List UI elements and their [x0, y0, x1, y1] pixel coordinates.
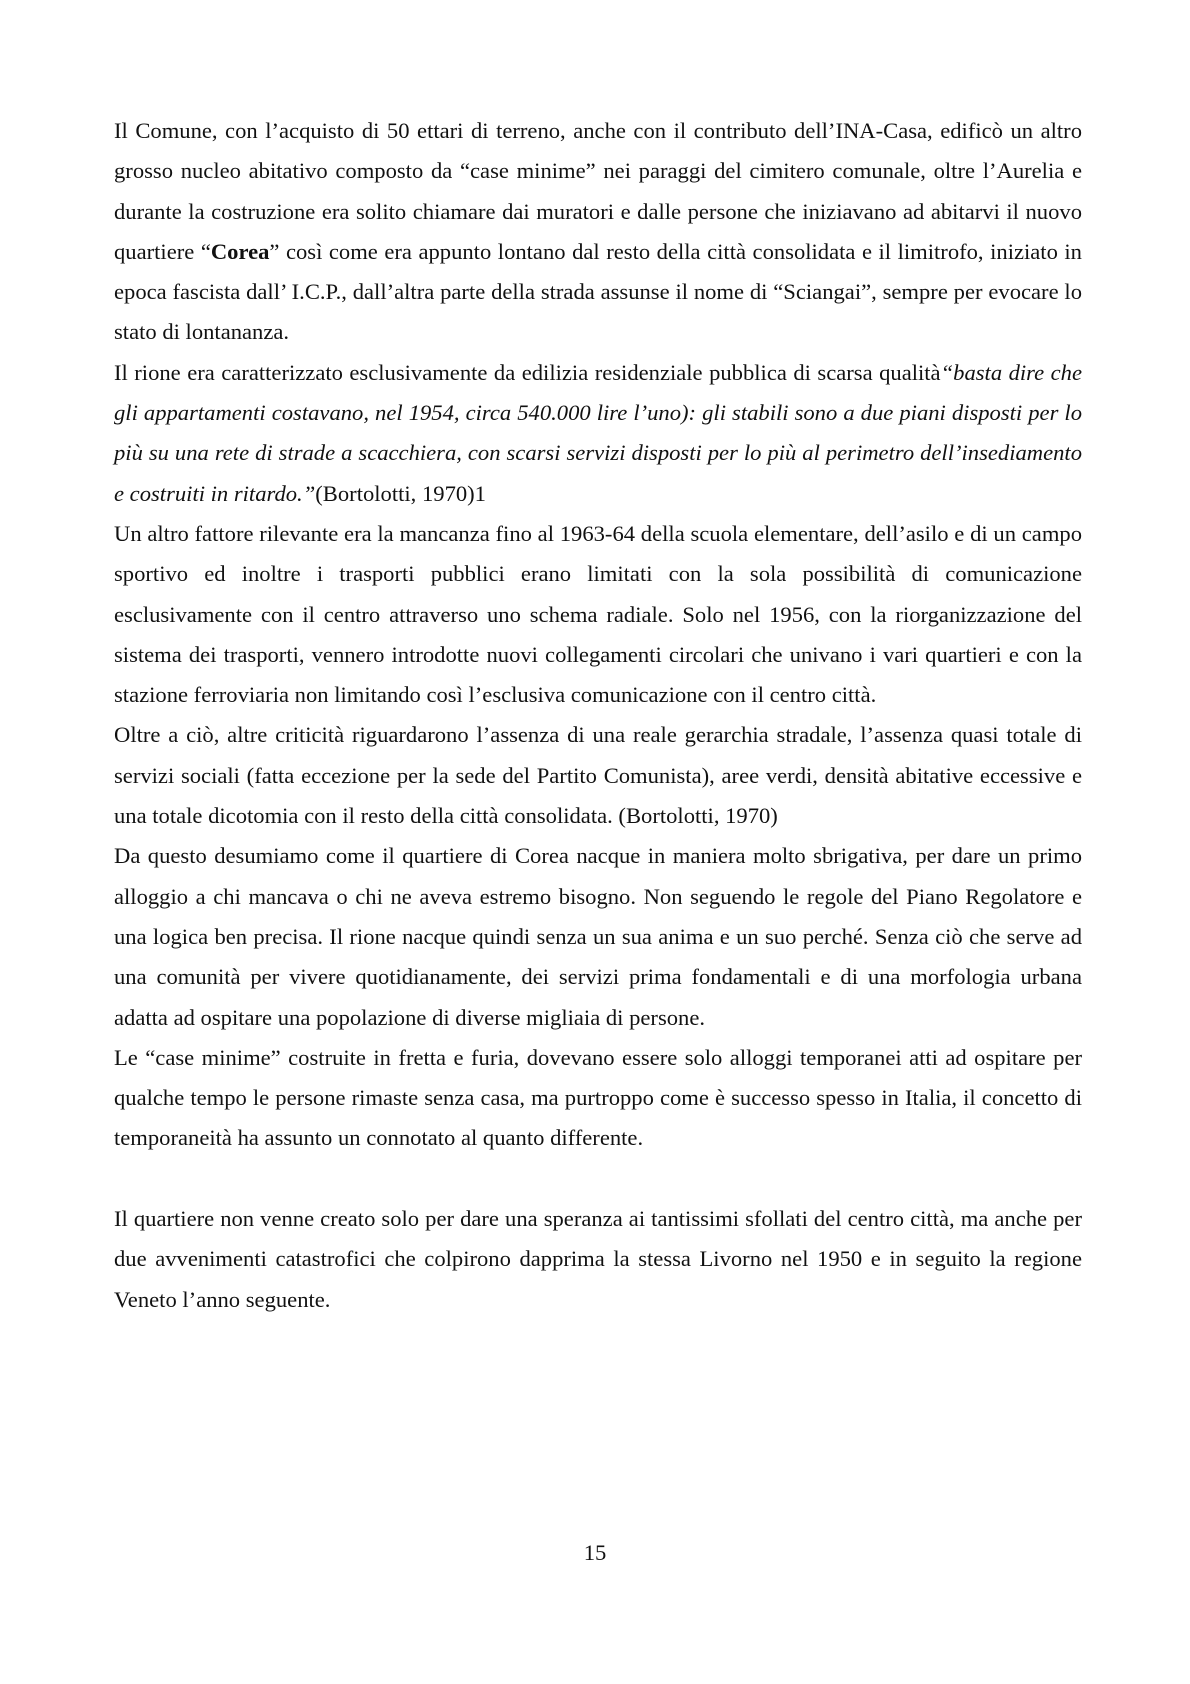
paragraph-text-segment: Oltre a ciò, altre criticità riguardarono l’assenza di una reale gerarchia stradale, l’assenza quasi totale di servizi sociali (fatta eccezione per la sede del Partito Comunista), aree verdi, densità abitative eccessive e una totale dicotomia con il resto della città consolidata. (Bortolotti, 1970): [114, 722, 1082, 829]
paragraph-text-segment: ” così come era appunto lontano dal resto della città consolidata e il limitrofo, iniziato in epoca fascista dall’ I.C.P., dall’altra parte della strada assunse il nome di “Sciangai”, sempre per evocare lo stato di lontananza.: [114, 238, 1082, 345]
page-number: 15: [583, 1540, 607, 1565]
paragraph-text-segment: Un altro fattore rilevante era la mancanza fino al 1963-64 della scuola elementare, dell’asilo e di un campo sportivo ed inoltre i trasporti pubblici erano limitati con la sola possibilità di comunicazione esclusivamente con il centro attraverso uno schema radiale. Solo nel 1956, con la riorganizzazione del sistema dei trasporti, vennero introdotte nuovi collegamenti circolari che univano i vari quartieri e con la stazione ferroviaria non limitando così l’esclusiva comunicazione con il centro città.: [114, 520, 1082, 708]
paragraph-text-segment: Le “case minime” costruite in fretta e furia, dovevano essere solo alloggi temporanei atti ad ospitare per qualche tempo le persone rimaste senza casa, ma purtroppo come è successo spesso in Italia, il concetto di temporaneità ha assunto un connotato al quanto differente.: [114, 1044, 1082, 1151]
paragraph-p1: [114, 111, 1082, 353]
body-text: [114, 111, 1082, 1320]
paragraph-text-segment: Da questo desumiamo come il quartiere di Corea nacque in maniera molto sbrigativa, per dare un primo alloggio a chi mancava o chi ne aveva estremo bisogno. Non seguendo le regole del Piano Regolatore e una logica ben precisa. Il rione nacque quindi senza un sua anima e un suo perché. Senza ciò che serve ad una comunità per vivere quotidianamente, dei servizi prima fondamentali e di una morfologia urbana adatta ad ospitare una popolazione di diverse migliaia di persone.: [114, 843, 1082, 1030]
paragraph-text-segment: Il Comune, con l’acquisto di 50 ettari di terreno, anche con il contributo dell’INA-Casa, edificò un altro grosso nucleo abitativo composto da “case minime” nei paraggi del cimitero comunale, oltre l’Aurelia e durante la costruzione era solito chiamare dai muratori e dalle persone che iniziavano ad abitarvi il nuovo quartiere “: [114, 118, 1082, 264]
paragraph-text-segment: Corea: [210, 238, 270, 264]
paragraph-p6: [114, 1038, 1082, 1159]
paragraph-p7: [114, 1199, 1082, 1320]
paragraph-text-segment: Il quartiere non venne creato solo per dare una speranza ai tantissimi sfollati del centro città, ma anche per due avvenimenti catastrofici che colpirono dapprima la stessa Livorno nel 1950 e in seguito la regione Veneto l’anno seguente.: [114, 1206, 1082, 1312]
paragraph-p5: [114, 836, 1082, 1037]
paragraph-text-segment: (Bortolotti, 1970)1: [315, 480, 486, 506]
paragraph-text-segment: “basta dire che gli appartamenti costavano, nel 1954, circa 540.000 lire l’uno): gli stabili sono a due piani disposti per lo più su una rete di strade a scacchiera, con scarsi servizi disposti per lo più al perimetro dell’insediamento e costruiti in ritardo.”: [114, 359, 1083, 506]
paragraph-text-segment: Il rione era caratterizzato esclusivamente da edilizia residenziale pubblica di scarsa qualità: [114, 359, 941, 385]
paragraph-p4: [114, 715, 1082, 836]
paragraph-p3: [114, 514, 1082, 715]
paragraph-p2: [114, 353, 1082, 514]
